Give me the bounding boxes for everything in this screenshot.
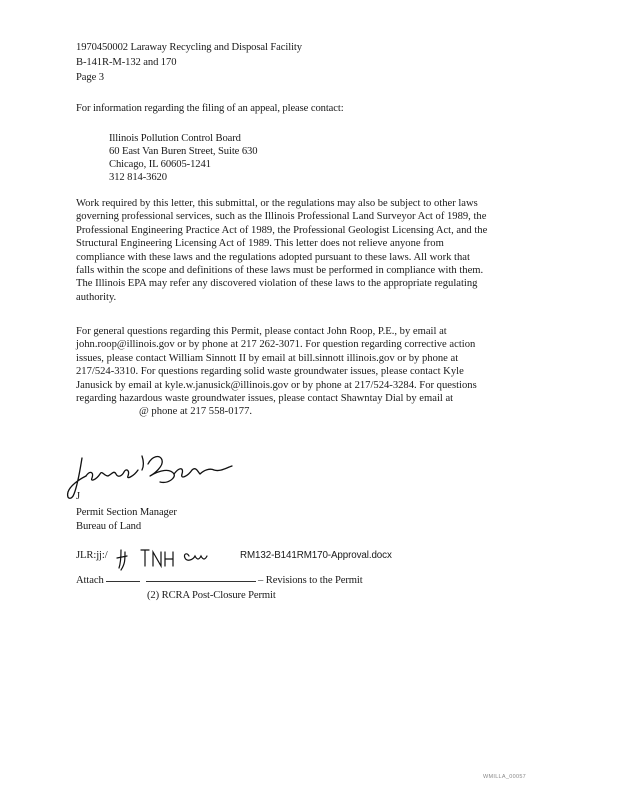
paragraph-line: regarding hazardous waste groundwater issues, please contact Shawntay Dial by email at bbox=[76, 393, 454, 405]
contacts-paragraph bbox=[76, 325, 477, 419]
redaction-line bbox=[106, 581, 140, 582]
address-line: Illinois Pollution Control Board bbox=[109, 133, 241, 144]
header-page-number: Page 3 bbox=[76, 72, 104, 83]
signatory-bureau: Bureau of Land bbox=[76, 521, 142, 532]
paragraph-line: 217/524-3310. For questions regarding solid waste groundwater issues, please contact Kyle bbox=[76, 366, 464, 378]
paragraph-line: falls within the scope and definitions of these laws must be performed in compliance with them. bbox=[76, 265, 484, 277]
paragraph-line: The Illinois EPA may refer any discovered violation of these laws to the appropriate regulating bbox=[76, 278, 478, 290]
handwritten-initials bbox=[115, 546, 215, 572]
address-line: 312 814-3620 bbox=[109, 172, 167, 183]
address-line: 60 East Van Buren Street, Suite 630 bbox=[109, 146, 258, 157]
paragraph-line: compliance with these laws and the regulations adopted pursuant to these laws. All work that bbox=[76, 251, 470, 263]
professional-services-paragraph bbox=[76, 197, 487, 304]
paragraph-line: governing professional services, such as the Illinois Professional Land Surveyor Act of 1989, the bbox=[76, 211, 487, 223]
redaction-line bbox=[146, 581, 256, 582]
paragraph-line: Janusick by email at kyle.w.janusick@illinois.gov or by phone at 217/524-3284. For questions bbox=[76, 379, 477, 391]
reference-initials: JLR:jj:/ bbox=[76, 550, 108, 561]
paragraph-line: For general questions regarding this Permit, please contact John Roop, P.E., by email at bbox=[76, 326, 447, 337]
signatory-title: Permit Section Manager bbox=[76, 507, 177, 518]
paragraph-line: Work required by this letter, this submittal, or the regulations may also be subject to other laws bbox=[76, 198, 478, 209]
header-facility-line: 1970450002 Laraway Recycling and Disposal Facility bbox=[76, 42, 302, 53]
attachments-label: Attach bbox=[76, 575, 104, 586]
attachment-1: – Revisions to the Permit bbox=[258, 575, 363, 586]
paragraph-line: authority. bbox=[76, 291, 117, 303]
header-permit-line: B-141R-M-132 and 170 bbox=[76, 57, 177, 68]
paragraph-line: @ phone at 217 558-0177. bbox=[139, 406, 253, 418]
paragraph-line: Structural Engineering Licensing Act of 1989. This letter does not relieve anyone from bbox=[76, 238, 444, 250]
signature-initial: J bbox=[76, 491, 81, 502]
address-line: Chicago, IL 60605-1241 bbox=[109, 159, 211, 170]
bates-number: WMILLA_00057 bbox=[483, 774, 527, 780]
document-filename: RM132-B141RM170-Approval.docx bbox=[240, 550, 392, 561]
paragraph-line: issues, please contact William Sinnott II by email at bill.sinnott illinois.gov or by phone at bbox=[76, 352, 459, 364]
paragraph-line: Professional Engineering Practice Act of 1989, the Professional Geologist Licensing Act, and the bbox=[76, 224, 488, 236]
paragraph-line: john.roop@illinois.gov or by phone at 217 262-3071. For question regarding corrective action bbox=[76, 339, 476, 351]
appeal-intro: For information regarding the filing of an appeal, please contact: bbox=[76, 103, 344, 114]
attachment-2: (2) RCRA Post-Closure Permit bbox=[147, 590, 276, 601]
handwritten-signature bbox=[64, 446, 244, 506]
